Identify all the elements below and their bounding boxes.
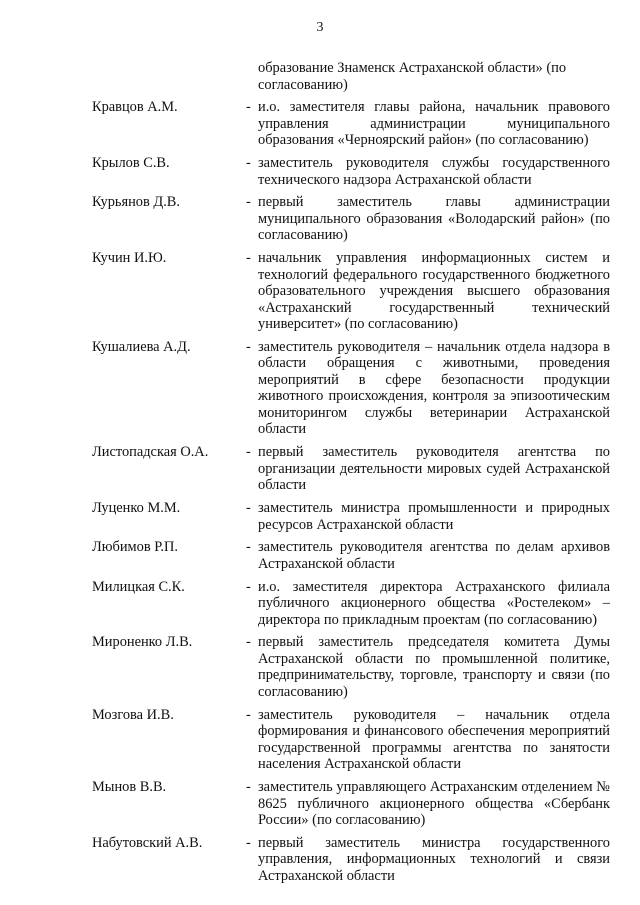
person-name: Кучин И.Ю. <box>92 250 167 267</box>
continuation-text: образование Знаменск Астраханской области» (по согласованию) <box>258 60 567 93</box>
position-description: первый заместитель главы администрации муниципального образования «Володарский район» (по согласованию) <box>258 194 610 244</box>
separator-dash: - <box>246 250 251 267</box>
position-description: начальник управления информационных систем и технологий федерального государственного бюджетного образовательного учреждения высшего образования «Астраханский государственный технический университет» (по согласованию) <box>258 250 610 333</box>
separator-dash: - <box>246 578 251 595</box>
person-name: Крылов С.В. <box>92 155 170 172</box>
separator-dash: - <box>246 834 251 851</box>
separator-dash: - <box>246 338 251 355</box>
person-name: Любимов Р.П. <box>92 539 179 556</box>
continuation-entry <box>0 60 640 93</box>
separator-dash: - <box>246 194 251 211</box>
list-item <box>0 707 640 773</box>
separator-dash: - <box>246 779 251 796</box>
list-item <box>0 579 640 629</box>
person-name: Листопадская О.А. <box>92 444 209 461</box>
person-name: Кравцов А.М. <box>92 99 178 116</box>
position-description: заместитель управляющего Астраханским отделением № 8625 публичного акционерного общества «Сбербанк России» (по согласованию) <box>258 779 610 829</box>
position-description: и.о. заместителя директора Астраханского филиала публичного акционерного общества «Ростелеком» – директора по прикладным проектам (по согласованию) <box>258 578 610 628</box>
list-item <box>0 155 640 188</box>
separator-dash: - <box>246 706 251 723</box>
list-item <box>0 444 640 494</box>
separator-dash: - <box>246 539 251 556</box>
position-description: первый заместитель руководителя агентства по организации деятельности мировых судей Астраханской области <box>258 444 610 494</box>
person-name: Мынов В.В. <box>92 779 167 796</box>
separator-dash: - <box>246 634 251 651</box>
entry-container <box>0 99 640 884</box>
position-description: заместитель руководителя – начальник отдела формирования и финансового обеспечения мероприятий государственной программы агентства по занятости населения Астраханской области <box>258 706 610 773</box>
person-name: Набутовский А.В. <box>92 834 203 851</box>
person-name: Мироненко Л.В. <box>92 634 193 651</box>
position-description: первый заместитель председателя комитета Думы Астраханской области по промышленной политике, предпринимательству, торговле, транспорту и связи (по согласованию) <box>258 634 610 700</box>
list-item <box>0 250 640 333</box>
list-item <box>0 539 640 572</box>
person-name: Милицкая С.К. <box>92 578 185 595</box>
position-description: первый заместитель министра государственного управления, информационных технологий и связи Астраханской области <box>258 834 610 884</box>
separator-dash: - <box>246 500 251 517</box>
list-item <box>0 634 640 700</box>
list-item <box>0 99 640 149</box>
person-name: Кушалиева А.Д. <box>92 338 191 355</box>
list-item <box>0 339 640 438</box>
member-list <box>0 60 640 891</box>
separator-dash: - <box>246 444 251 461</box>
position-description: заместитель руководителя службы государственного технического надзора Астраханской области <box>258 155 610 188</box>
page-number: 3 <box>316 20 324 35</box>
list-item <box>0 500 640 533</box>
list-item <box>0 779 640 829</box>
list-item <box>0 835 640 885</box>
position-description: заместитель руководителя агентства по делам архивов Астраханской области <box>258 539 610 572</box>
person-name: Луценко М.М. <box>92 500 181 517</box>
position-description: заместитель министра промышленности и природных ресурсов Астраханской области <box>258 500 610 533</box>
separator-dash: - <box>246 99 251 116</box>
list-item <box>0 194 640 244</box>
person-name: Мозгова И.В. <box>92 706 174 723</box>
separator-dash: - <box>246 155 251 172</box>
person-name: Курьянов Д.В. <box>92 194 180 211</box>
position-description: заместитель руководителя – начальник отдела надзора в области обращения с животными, проведения мероприятий в сфере безопасности продукции животного происхождения, контроля за эпизоотическим мониторингом службы ветеринарии Астраханской области <box>258 338 610 438</box>
position-description: и.о. заместителя главы района, начальник правового управления администрации муниципального образования «Черноярский район» (по согласованию) <box>258 99 610 149</box>
